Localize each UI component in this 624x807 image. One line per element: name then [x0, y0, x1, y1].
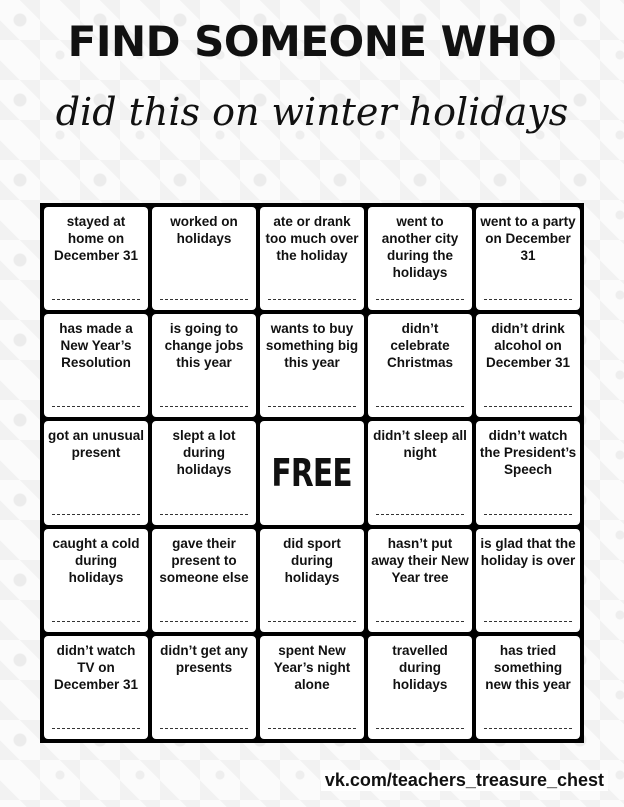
cell-text: didn’t watch the President’s Speech	[479, 428, 577, 478]
free-space-label: FREE	[271, 450, 353, 495]
bingo-cell-6[interactable]	[44, 314, 148, 417]
bingo-cell-15[interactable]	[476, 421, 580, 524]
bingo-cell-17[interactable]	[152, 529, 256, 632]
cell-text: travelled during holidays	[392, 642, 448, 692]
cell-text: ate or drank too much over the holiday	[265, 214, 359, 263]
cell-text: hasn’t put away their New Year tree	[371, 535, 469, 585]
cell-text: gave their present to someone else	[159, 535, 249, 585]
bingo-cell-20[interactable]	[476, 529, 580, 632]
source-credit: vk.com/teachers_treasure_chest	[321, 770, 608, 791]
answer-line	[160, 621, 248, 622]
bingo-cell-19[interactable]	[368, 529, 472, 632]
cell-text: didn’t celebrate Christmas	[386, 321, 454, 371]
answer-line	[376, 728, 464, 729]
cell-text: caught a cold during holidays	[52, 535, 140, 585]
answer-line	[484, 514, 572, 515]
bingo-cell-25[interactable]	[476, 636, 580, 739]
cell-text: didn’t watch TV on December 31	[53, 642, 139, 692]
answer-line	[484, 621, 572, 622]
page-subtitle: did this on winter holidays	[55, 90, 569, 134]
bingo-cell-11[interactable]	[44, 421, 148, 524]
cell-text: worked on holidays	[170, 214, 238, 246]
answer-line	[160, 514, 248, 515]
bingo-cell-23[interactable]	[260, 636, 364, 739]
bingo-cell-10[interactable]	[476, 314, 580, 417]
cell-text: is glad that the holiday is over	[480, 535, 576, 568]
answer-line	[52, 728, 140, 729]
bingo-cell-16[interactable]	[44, 529, 148, 632]
bingo-cell-24[interactable]	[368, 636, 472, 739]
answer-line	[484, 406, 572, 407]
answer-line	[268, 621, 356, 622]
bingo-cell-21[interactable]	[44, 636, 148, 739]
answer-line	[484, 299, 572, 300]
cell-text: went to a party on December 31	[480, 214, 576, 263]
answer-line	[160, 299, 248, 300]
bingo-cell-2[interactable]	[152, 207, 256, 310]
bingo-cell-22[interactable]	[152, 636, 256, 739]
answer-line	[376, 514, 464, 515]
cell-text: went to another city during the holidays	[381, 214, 459, 280]
answer-line	[268, 406, 356, 407]
bingo-cell-1[interactable]	[44, 207, 148, 310]
bingo-cell-14[interactable]	[368, 421, 472, 524]
cell-text: spent New Year’s night alone	[273, 642, 351, 692]
answer-line	[52, 514, 140, 515]
bingo-cell-7[interactable]	[152, 314, 256, 417]
bingo-cell-12[interactable]	[152, 421, 256, 524]
answer-line	[268, 728, 356, 729]
answer-line	[376, 621, 464, 622]
answer-line	[160, 406, 248, 407]
answer-line	[52, 406, 140, 407]
bingo-cell-8[interactable]	[260, 314, 364, 417]
cell-text: slept a lot during holidays	[172, 428, 236, 478]
cell-text: didn’t sleep all night	[373, 428, 467, 461]
cell-text: did sport during holidays	[283, 535, 341, 585]
answer-line	[52, 299, 140, 300]
cell-text: didn’t drink alcohol on December 31	[485, 321, 571, 371]
answer-line	[376, 406, 464, 407]
cell-text: didn’t get any presents	[160, 642, 248, 675]
answer-line	[376, 299, 464, 300]
bingo-cell-18[interactable]	[260, 529, 364, 632]
cell-text: has made a New Year’s Resolution	[59, 321, 133, 371]
cell-text: is going to change jobs this year	[164, 321, 244, 371]
answer-line	[160, 728, 248, 729]
bingo-cell-9[interactable]	[368, 314, 472, 417]
bingo-cell-3[interactable]	[260, 207, 364, 310]
bingo-grid	[40, 203, 584, 743]
page-title: FIND SOMEONE WHO	[67, 17, 557, 66]
cell-text: has tried something new this year	[485, 642, 571, 692]
bingo-cell-5[interactable]	[476, 207, 580, 310]
bingo-cell-4[interactable]	[368, 207, 472, 310]
bingo-cell-free[interactable]	[260, 421, 364, 524]
answer-line	[268, 299, 356, 300]
cell-text: wants to buy something big this year	[265, 321, 359, 371]
answer-line	[484, 728, 572, 729]
cell-text: stayed at home on December 31	[53, 214, 139, 263]
answer-line	[52, 621, 140, 622]
cell-text: got an unusual present	[48, 428, 144, 461]
